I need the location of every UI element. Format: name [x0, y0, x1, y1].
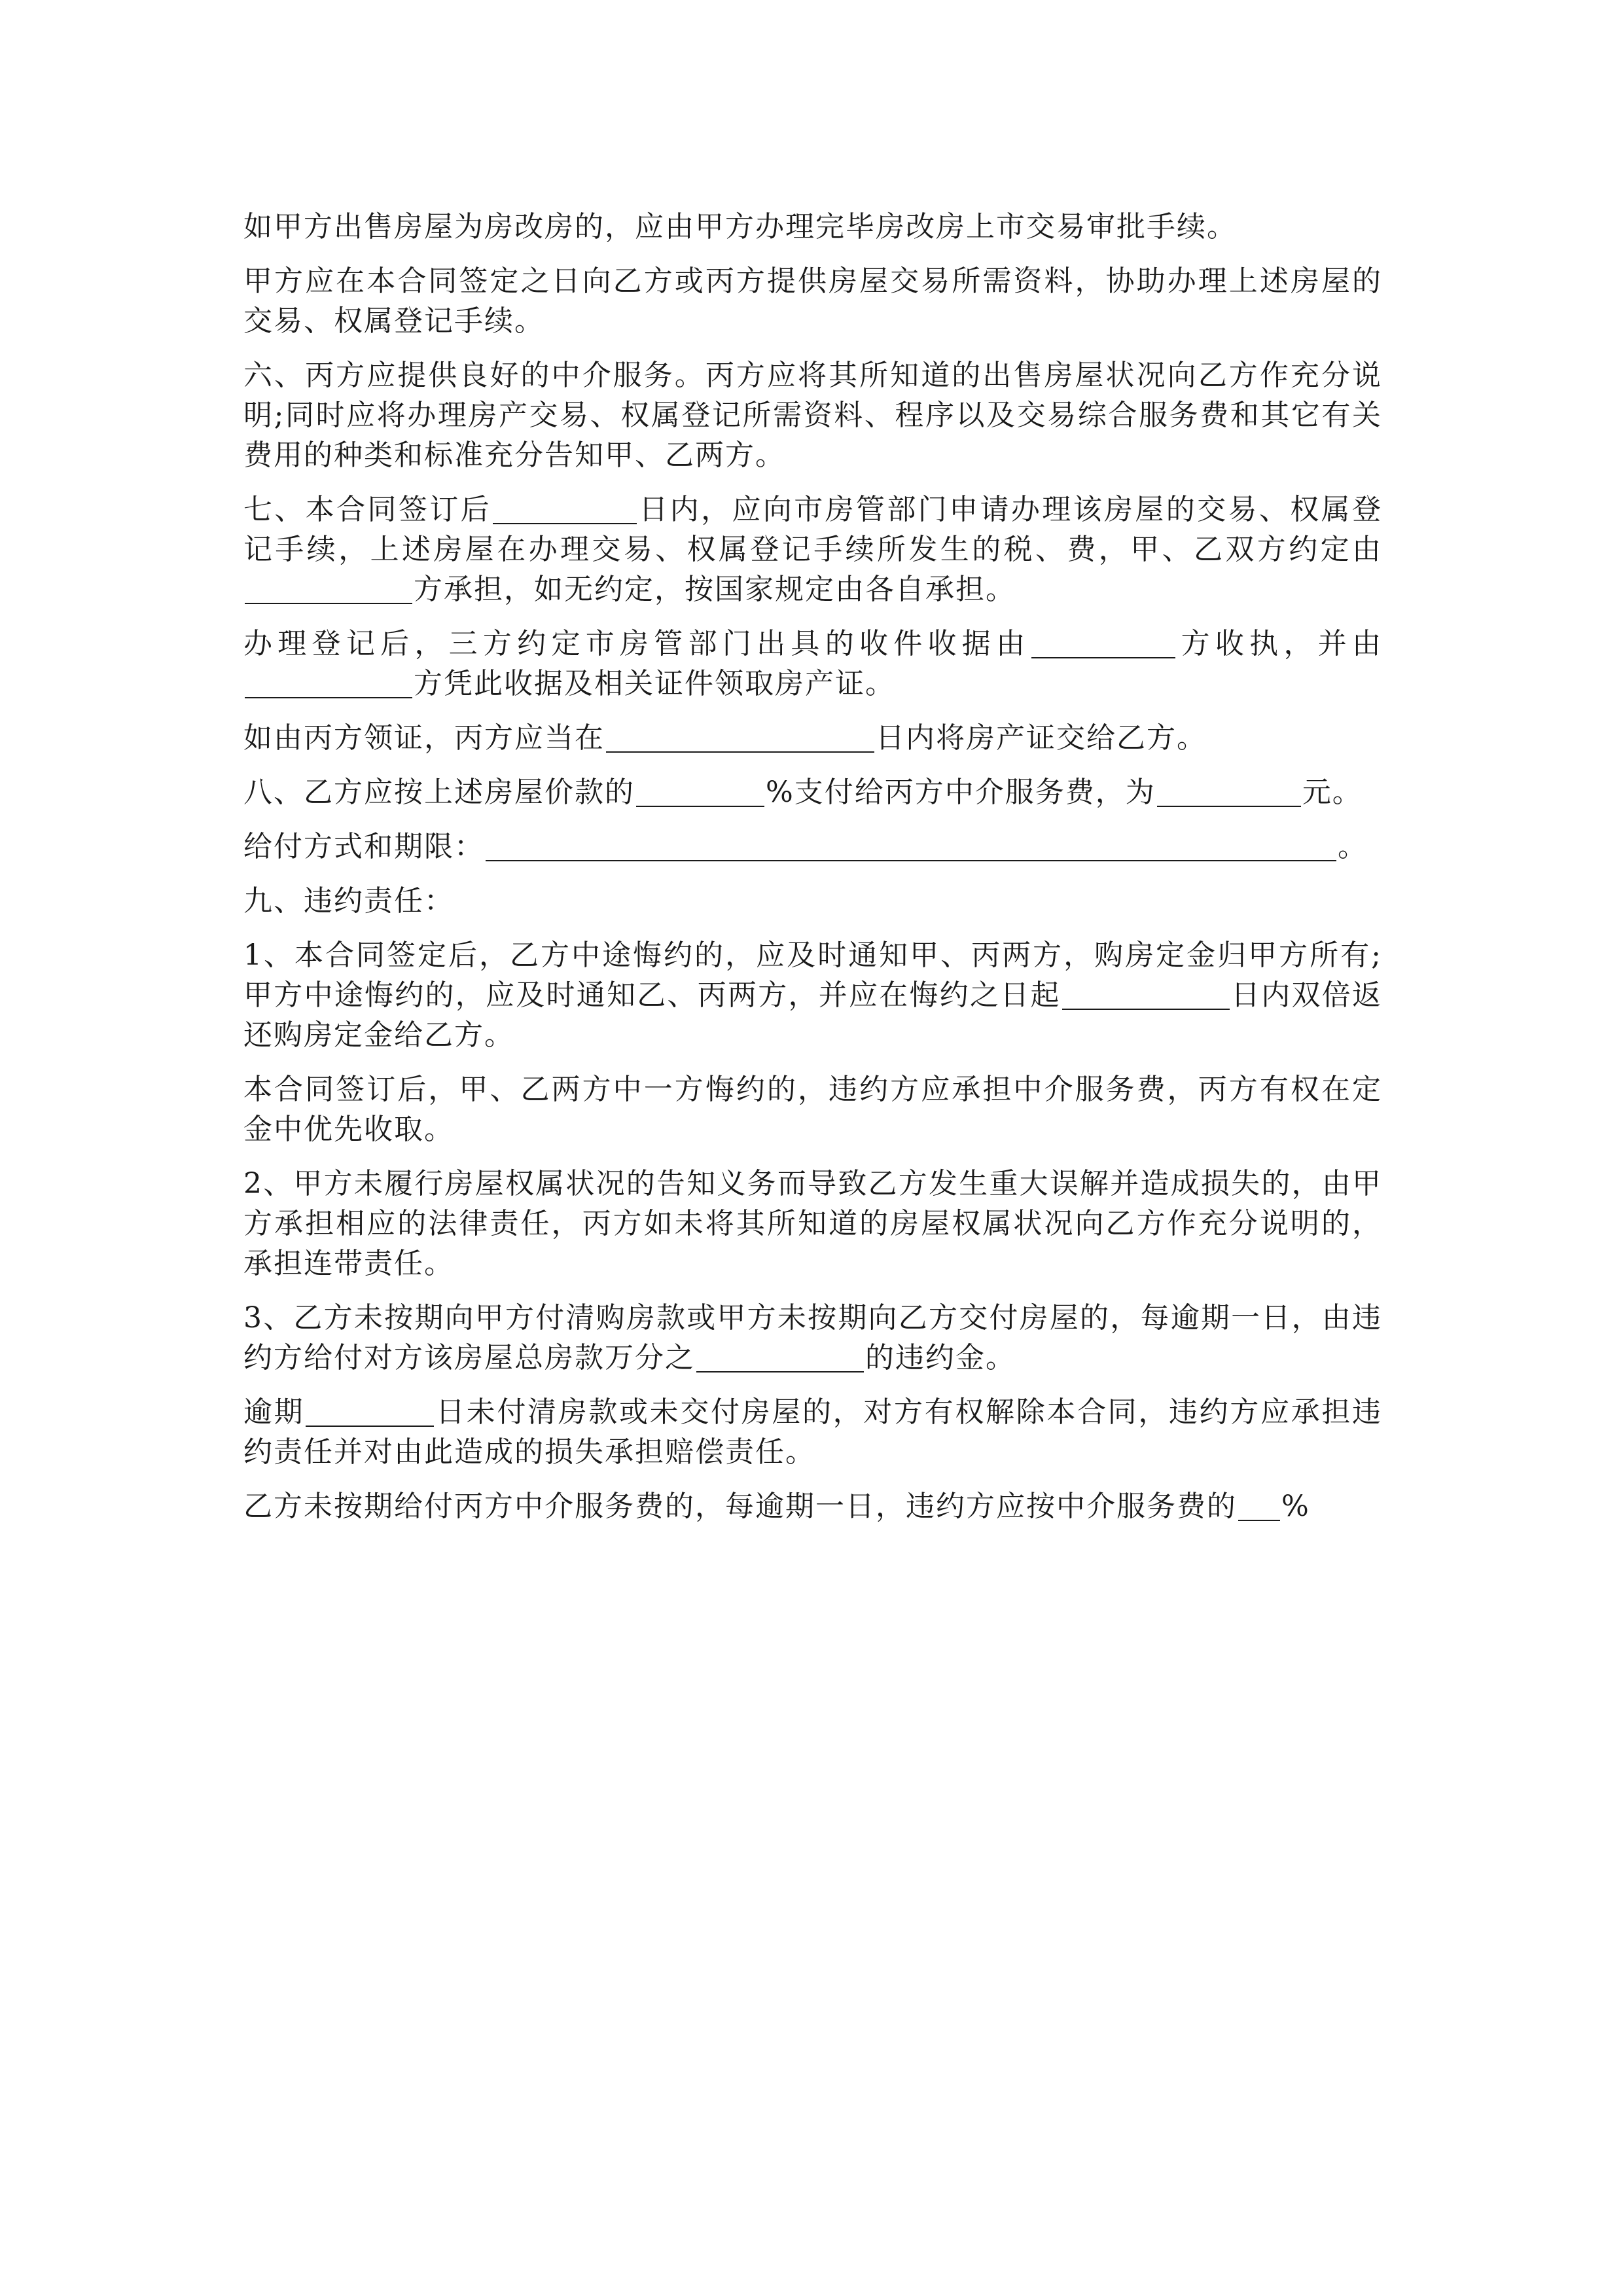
clause-breach-3 — [243, 1298, 1382, 1378]
clause-text: 日内，应向市房管部门申请办理该房屋的交易、权属登记手续，上述房屋在办理交易、权属登记手续所发生的税、费，甲、乙双方约定由 — [243, 493, 1382, 566]
clause-breach-1 — [243, 935, 1382, 1055]
clause-overdue-termination — [243, 1392, 1382, 1472]
clause-text: 如甲方出售房屋为房改房的，应由甲方办理完毕房改房上市交易审批手续。 — [243, 210, 1237, 243]
overdue-days-blank[interactable] — [306, 1395, 434, 1427]
clause-text: 2、甲方未履行房屋权属状况的告知义务而导致乙方发生重大误解并造成损失的，由甲方承担相应的法律责任，丙方如未将其所知道的房屋权属状况向乙方作充分说明的，承担连带责任。 — [243, 1167, 1382, 1280]
clause-agency-fee-overdue — [243, 1486, 1382, 1526]
overdue-fee-percent-blank[interactable] — [1238, 1490, 1280, 1521]
clause-six-agency-service — [243, 355, 1382, 475]
clause-text: % — [1281, 1490, 1310, 1523]
clause-seven-registration — [243, 490, 1382, 609]
clause-nine-heading — [243, 881, 1382, 921]
payment-terms-blank[interactable] — [486, 830, 1336, 861]
clause-text: 办理登记后，三方约定市房管部门出具的收件收据由 — [243, 627, 1031, 660]
fee-percent-blank[interactable] — [636, 776, 764, 807]
clause-text: 元。 — [1302, 776, 1363, 809]
certificate-days-blank[interactable] — [606, 721, 874, 753]
clause-text: %支付给丙方中介服务费，为 — [766, 776, 1156, 809]
clause-text: 逾期 — [243, 1395, 305, 1429]
contract-page — [243, 207, 1382, 1541]
clause-agency-certificate — [243, 718, 1382, 758]
clause-text: 方承担，如无约定，按国家规定由各自承担。 — [414, 573, 1016, 606]
fee-amount-blank[interactable] — [1157, 776, 1301, 807]
clause-text: 甲方应在本合同签定之日向乙方或丙方提供房屋交易所需资料，协助办理上述房屋的交易、权属登记手续。 — [243, 264, 1382, 338]
clause-provide-documents — [243, 261, 1382, 341]
clause-text: 本合同签订后，甲、乙两方中一方悔约的，违约方应承担中介服务费，丙方有权在定金中优先收取。 — [243, 1073, 1382, 1146]
party-blank[interactable] — [245, 573, 412, 604]
days-blank[interactable] — [493, 493, 637, 524]
clause-text: 给付方式和期限： — [243, 830, 484, 863]
clause-text: 3、乙方未按期向甲方付清购房款或甲方未按期向乙方交付房屋的，每逾期一日，由违约方给付对方该房屋总房款万分之 — [243, 1301, 1382, 1374]
clause-text: 六、丙方应提供良好的中介服务。丙方应将其所知道的出售房屋状况向乙方作充分说明;同时应将办理房产交易、权属登记所需资料、程序以及交易综合服务费和其它有关费用的种类和标准充分告知甲、乙两方。 — [243, 359, 1382, 472]
certificate-party-blank[interactable] — [245, 667, 412, 698]
clause-breach-2 — [243, 1164, 1382, 1283]
clause-text: 方凭此收据及相关证件领取房产证。 — [414, 667, 895, 700]
clause-breach-fee — [243, 1069, 1382, 1149]
clause-text: 日内将房产证交给乙方。 — [876, 721, 1207, 755]
clause-text: 八、乙方应按上述房屋价款的 — [243, 776, 635, 809]
clause-text: 日未付清房款或未交付房屋的，对方有权解除本合同，违约方应承担违约责任并对由此造成的损失承担赔偿责任。 — [243, 1395, 1383, 1469]
clause-text: 的违约金。 — [865, 1341, 1016, 1374]
clause-text: 乙方未按期给付丙方中介服务费的，每逾期一日，违约方应按中介服务费的 — [243, 1490, 1237, 1523]
section-heading: 九、违约责任： — [243, 884, 454, 918]
clause-text: 方收执，并由 — [1177, 627, 1382, 660]
clause-text: 日内双倍返还购房定金给乙方。 — [243, 978, 1382, 1052]
clause-eight-agency-fee — [243, 772, 1382, 812]
clause-text: 。 — [1338, 830, 1368, 863]
clause-text: 1、本合同签定后，乙方中途悔约的，应及时通知甲、丙两方，购房定金归甲方所有;甲方中途悔约的，应及时通知乙、丙两方，并应在悔约之日起 — [243, 939, 1382, 1012]
clause-text: 七、本合同签订后 — [243, 493, 491, 526]
clause-receipt-holder — [243, 624, 1382, 704]
receipt-party-blank[interactable] — [1031, 627, 1175, 658]
refund-days-blank[interactable] — [1062, 978, 1230, 1010]
clause-text: 如由丙方领证，丙方应当在 — [243, 721, 605, 755]
clause-payment-terms — [243, 827, 1382, 867]
clause-housing-reform — [243, 207, 1382, 247]
penalty-rate-blank[interactable] — [696, 1341, 864, 1372]
